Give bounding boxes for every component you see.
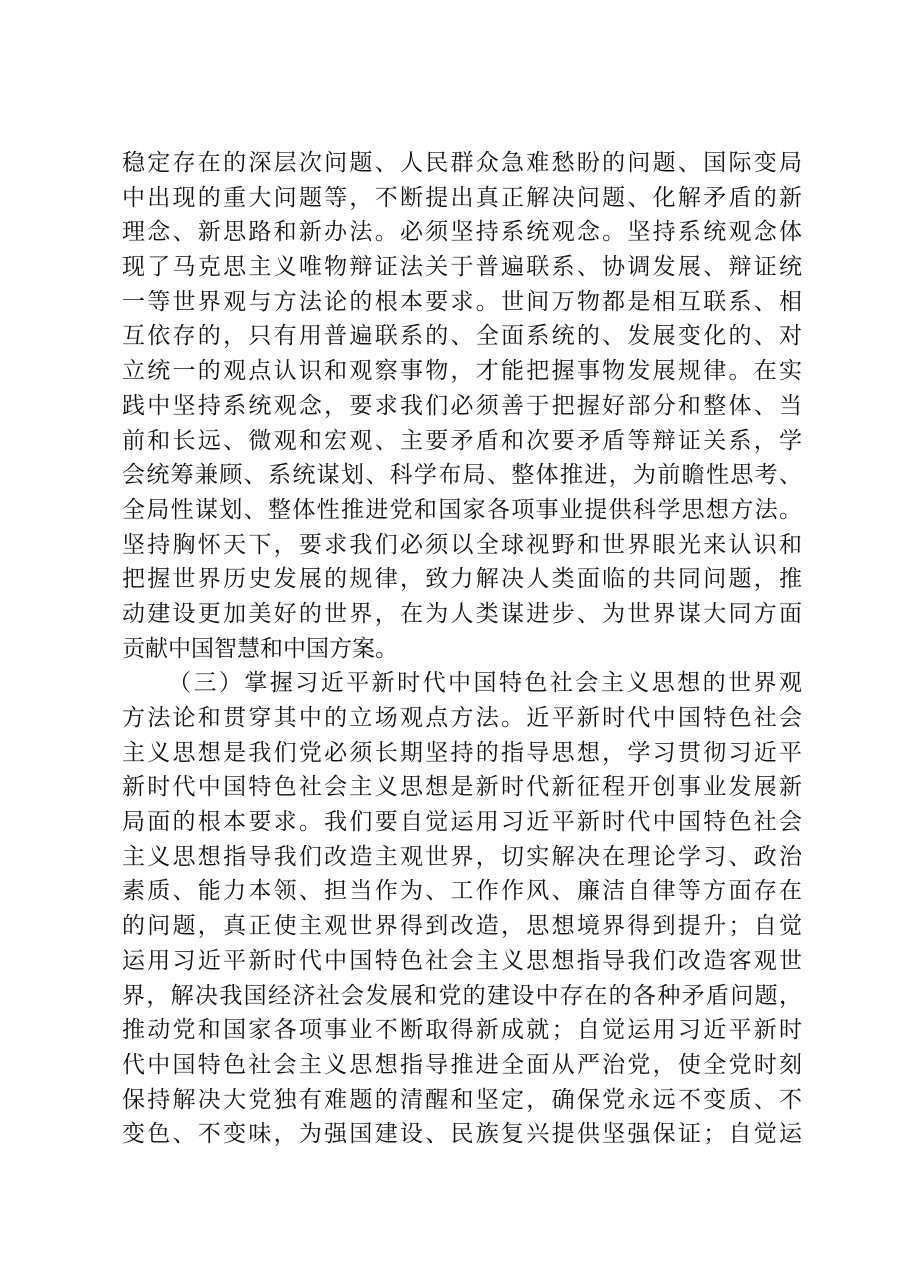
text-line: 变色、不变味，为强国建设、民族复兴提供坚强保证；自觉运 [122, 1121, 802, 1148]
text-line: 立统一的观点认识和观察事物，才能把握事物发展规律。在实 [122, 358, 802, 385]
text-line: 践中坚持系统观念，要求我们必须善于把握好部分和整体、当 [122, 392, 802, 419]
text-line: 坚持胸怀天下，要求我们必须以全球视野和世界眼光来认识和 [122, 531, 802, 558]
text-line: 素质、能力本领、担当作为、工作作风、廉洁自律等方面存在 [122, 878, 802, 905]
text-line: 互依存的，只有用普遍联系的、全面系统的、发展变化的、对 [122, 323, 802, 350]
text-line: 保持解决大党独有难题的清醒和坚定，确保党永远不变质、不 [122, 1086, 802, 1113]
text-line: 的问题，真正使主观世界得到改造，思想境界得到提升；自觉 [122, 913, 802, 940]
text-line: 方法论和贯穿其中的立场观点方法。近平新时代中国特色社会 [122, 705, 802, 731]
text-line: 理念、新思路和新办法。必须坚持系统观念。坚持系统观念体 [122, 219, 802, 246]
paragraph-1 [122, 146, 802, 666]
text-line: 代中国特色社会主义思想指导推进全面从严治党，使全党时刻 [122, 1051, 802, 1078]
paragraph-2 [122, 666, 802, 1152]
text-line: 全局性谋划、整体性推进党和国家各项事业提供科学思想方法。 [122, 496, 802, 523]
text-line: 中出现的重大问题等，不断提出真正解决问题、化解矛盾的新 [122, 184, 802, 211]
text-line: 新时代中国特色社会主义思想是新时代新征程开创事业发展新 [122, 774, 802, 801]
text-line: 运用习近平新时代中国特色社会主义思想指导我们改造客观世 [122, 947, 802, 974]
document-body [122, 146, 802, 1152]
text-line: 局面的根本要求。我们要自觉运用习近平新时代中国特色社会 [122, 809, 802, 836]
text-line: 贡献中国智慧和中国方案。 [122, 635, 398, 662]
text-line: 主义思想是我们党必须长期坚持的指导思想，学习贯彻习近平 [122, 739, 802, 766]
text-line: 现了马克思主义唯物辩证法关于普遍联系、协调发展、辩证统 [122, 254, 802, 281]
text-line: 界，解决我国经济社会发展和党的建设中存在的各种矛盾问题， [122, 982, 802, 1009]
text-line: 前和长远、微观和宏观、主要矛盾和次要矛盾等辩证关系，学 [122, 427, 802, 454]
text-line: （三）掌握习近平新时代中国特色社会主义思想的世界观 [168, 670, 802, 697]
text-line: 会统筹兼顾、系统谋划、科学布局、整体推进，为前瞻性思考、 [122, 462, 802, 489]
text-line: 把握世界历史发展的规律，致力解决人类面临的共同问题，推 [122, 566, 802, 593]
text-line: 推动党和国家各项事业不断取得新成就；自觉运用习近平新时 [122, 1017, 802, 1044]
text-line: 动建设更加美好的世界，在为人类谋进步、为世界谋大同方面 [122, 600, 802, 627]
text-line: 一等世界观与方法论的根本要求。世间万物都是相互联系、相 [122, 288, 802, 315]
text-line: 稳定存在的深层次问题、人民群众急难愁盼的问题、国际变局 [122, 150, 802, 176]
text-line: 主义思想指导我们改造主观世界，切实解决在理论学习、政治 [122, 843, 802, 870]
